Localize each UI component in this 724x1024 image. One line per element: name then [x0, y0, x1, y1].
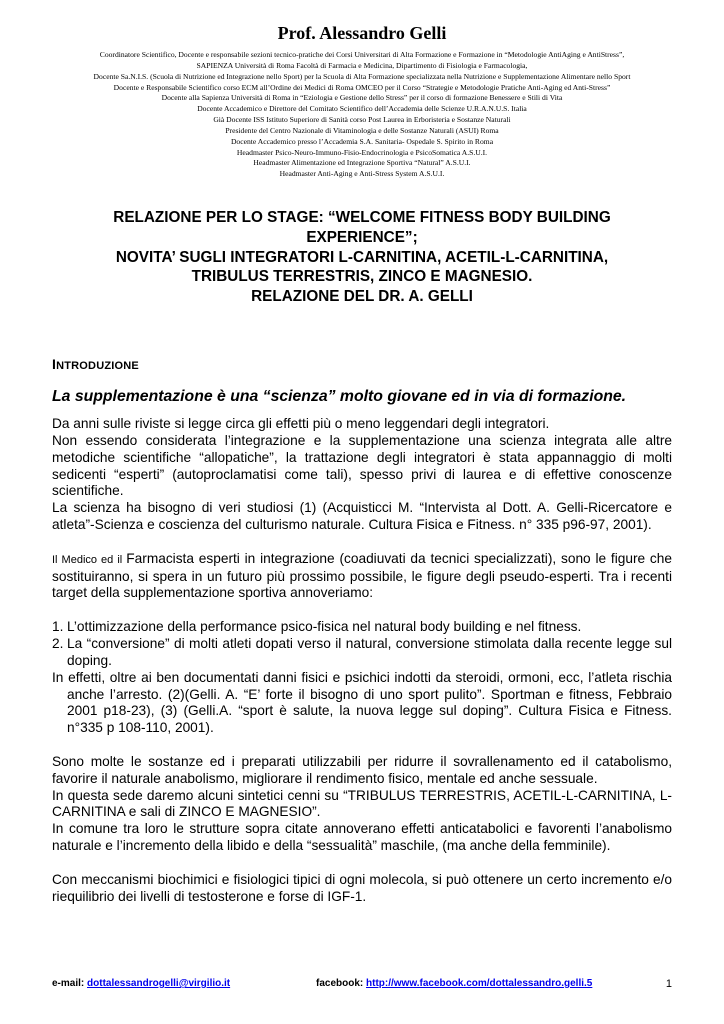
author-credentials [40, 50, 684, 180]
paragraph-text: Farmacista esperti in integrazione (coadiuvati da tecnici specializzati), sono le figure che sostituiranno, si spera in un futuro più prossimo possibile, le figure degli pseudo-esperti. Tra i recenti target della supplementazione sportiva annoveriamo: [52, 550, 673, 601]
small-text: Il Medico ed il [52, 553, 127, 566]
credential-line: Già Docente ISS Istituto Superiore di Sanità corso Post Laurea in Erboristeria e Sostanze Naturali [213, 115, 511, 125]
credential-line: Docente Sa.N.I.S. (Scuola di Nutrizione ed Integrazione nello Sport) per la Scuola di Alta Formazione specializzata nella Nutrizione e Supplementazione Alimentare nello Sport [93, 71, 631, 81]
heading-initial: I [52, 356, 57, 372]
credential-line: Coordinatore Scientifico, Docente e responsabile sezioni tecnico-pratiche dei Corsi Universitari di Alta Formazione e Formazione in “Metodologie AntiAging e AntiStress”, [99, 50, 625, 59]
paragraph: Sono molte le sostanze ed i preparati utilizzabili per ridurre il sovrallenamento ed il catabolismo, favorire il naturale anabolismo, migliorare il rendimento fisico, mentale ed anche sessuale. [52, 753, 672, 786]
list-item [52, 619, 672, 636]
page-number: 1 [665, 978, 672, 990]
credential-line: Docente alla Sapienza Università di Roma in “Eziologia e Gestione dello Stress” per il corso di formazione Benessere e Stili di Vita [161, 93, 563, 103]
paragraph: Con meccanismi biochimici e fisiologici tipici di ogni molecola, si può ottenere un certo incremento e/o riequilibrio dei livelli di testosterone e forse di IGF-1. [52, 871, 672, 904]
facebook-label: facebook: [316, 978, 367, 989]
title-line: RELAZIONE PER LO STAGE: “WELCOME FITNESS BODY BUILDING [113, 209, 611, 226]
list-item [52, 636, 672, 670]
credential-line: SAPIENZA Università di Roma Facoltà di Farmacia e Medicina, Dipartimento di Fisiologia e Farmacologia, [196, 60, 528, 70]
target-list [52, 619, 672, 670]
paragraph: Non essendo considerata l’integrazione e la supplementazione una scienza integrata alle altre metodiche scientifiche “allopatiche”, la trattazione degli integratori è stata appannaggio di molti sedicenti “esperti” (autoproclamatisi come tali), spesso privi di laurea e di effettive conoscenze scientifiche. [52, 432, 672, 499]
paragraph: In questa sede daremo alcuni sintetici cenni su “TRIBULUS TERRESTRIS, ACETIL-L-CARNITINA, L-CARNITINA e sali di ZINCO E MAGNESIO”. [52, 787, 672, 820]
page-footer [52, 977, 672, 991]
paragraph: In comune tra loro le strutture sopra citate annoverano effetti anticatabolici e favorenti l’anabolismo naturale e l’incremento della libido e della “sessualità” maschile, (ma anche della femminile). [52, 821, 672, 854]
paragraph: Da anni sulle riviste si legge circa gli effetti più o meno leggendari degli integratori. [52, 416, 550, 431]
title-line: NOVITA’ SUGLI INTEGRATORI L-CARNITINA, ACETIL-L-CARNITINA, [115, 248, 609, 266]
list-text: La “conversione” di molti atleti dopati verso il natural, conversione stimolata dalla recente legge sul doping. [67, 635, 672, 668]
paragraph [52, 551, 672, 603]
section-subtitle: La supplementazione è una “scienza” molto giovane ed in via di formazione. [52, 388, 627, 405]
author-name: Prof. Alessandro Gelli [277, 23, 447, 43]
credential-line: Headmaster Anti-Aging e Anti-Stress System A.S.U.I. [279, 169, 445, 179]
list-text: L’ottimizzazione della performance psico-fisica nel natural body building e nel fitness. [67, 619, 582, 635]
title-line: TRIBULUS TERRESTRIS, ZINCO E MAGNESIO. [191, 268, 533, 286]
title-line: EXPERIENCE”; [306, 228, 418, 246]
credential-line: Presidente del Centro Nazionale di Vitaminologia e delle Sostanze Naturali (ASUI) Roma [225, 125, 499, 135]
list-number: 1. [52, 619, 64, 635]
heading-rest: NTRODUZIONE [56, 360, 139, 372]
title-line: RELAZIONE DEL DR. A. GELLI [251, 288, 473, 306]
credential-line: Docente Accademico e Direttore del Comitato Scientifico dell’Accademia delle Scienze U.R.A.N.U.S. Italia [197, 104, 527, 114]
list-number: 2. [52, 635, 64, 651]
section-heading [52, 357, 139, 373]
body-text [52, 416, 672, 905]
footer-email [52, 977, 230, 991]
email-label: e-mail: [52, 978, 88, 989]
credential-line: Docente e Responsabile Scientifico corso ECM all’Ordine dei Medici di Roma OMCEO per il Corso “Strategie e Metodologie Pratiche Anti-Aging ed Anti-Stress” [113, 82, 611, 92]
credential-line: Headmaster Psico-Neuro-Immuno-Fisio-Endocrinologia e PsicoSomatica A.S.U.I. [236, 147, 488, 157]
email-link[interactable]: dottalessandrogelli@virgilio.it [87, 978, 231, 989]
facebook-link[interactable]: http://www.facebook.com/dottalessandro.gelli.5 [366, 978, 593, 989]
report-title [40, 208, 684, 307]
footer-facebook [316, 977, 592, 991]
paragraph: In effetti, oltre ai ben documentati danni fisici e psichici indotti da steroidi, ormoni, ecc, l’atleta rischia anche l’arresto. (2)(Gelli. A. “E’ forte il bisogno di uno sport pulito”. Sportman e fitness, Febbraio 2001 p18-23), (3) (Gelli.A. “sport è salute, la nuova legge sul doping”. Cultura Fisica e Fitness. n°335 p 108-110, 2001). [52, 669, 672, 736]
credential-line: Docente Accademico presso l’Accademia S.A. Sanitaria- Ospedale S. Spirito in Roma [230, 136, 494, 146]
credential-line: Headmaster Alimentazione ed Integrazione Sportiva “Natural” A.S.U.I. [253, 158, 471, 168]
paragraph: La scienza ha bisogno di veri studiosi (1) (Acquisticci M. “Intervista al Dott. A. Gelli-Ricercatore e atleta”-Scienza e coscienza del culturismo naturale. Cultura Fisica e Fitness. n° 335 p96-97, 2001). [52, 500, 672, 533]
